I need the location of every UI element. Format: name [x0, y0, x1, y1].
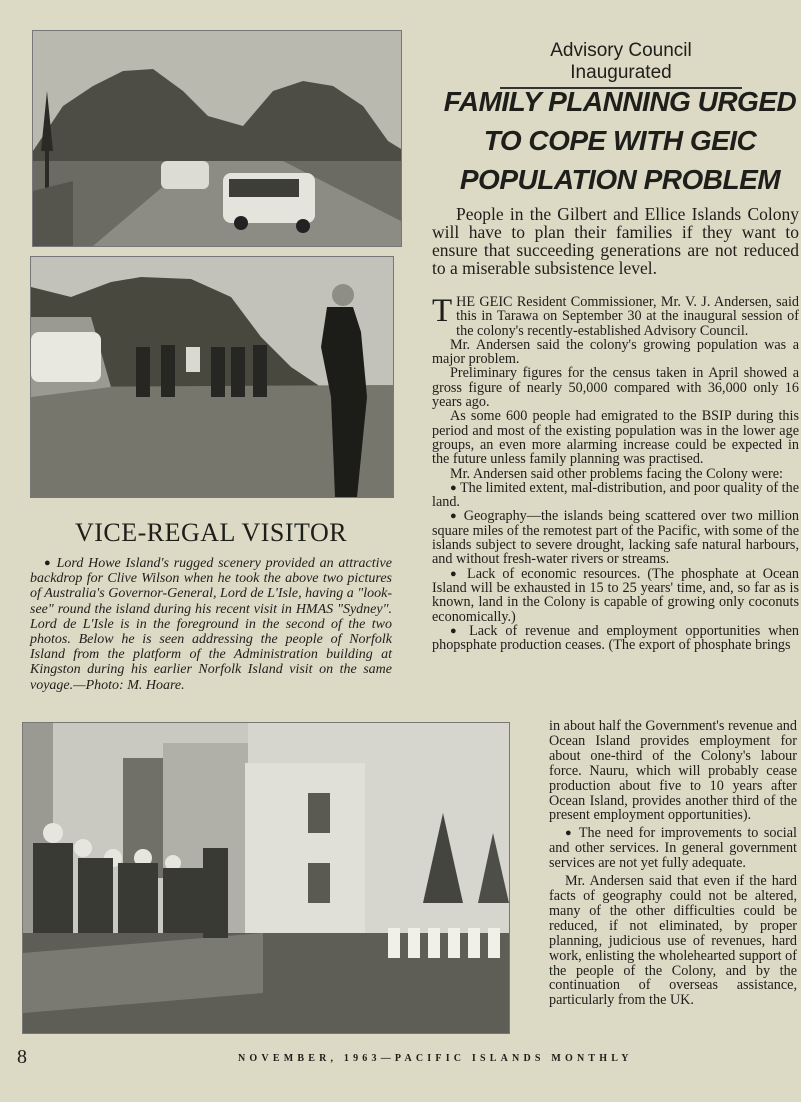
photo-governor-group: [30, 256, 394, 498]
bullet-icon: ●: [450, 481, 457, 494]
kicker: Advisory Council Inaugurated: [500, 40, 742, 89]
headline-line: FAMILY PLANNING URGED: [443, 86, 797, 117]
bullet-item: ● Lack of revenue and employment opportunities when phopsphate production ceases. (The export of phosphate brings: [432, 622, 799, 654]
bullet-item: ● The need for improvements to social and other services. In general government services are not yet fully adequate.: [549, 825, 797, 872]
article-paragraph: in about half the Government's revenue and Ocean Island provides employment for about one-third of the Colony's labour force. Nauru, which will probably cease production about five to 10 years after Ocean Island, provides another third of the present employment opportunities).: [549, 718, 797, 824]
bullet-icon: ●: [44, 557, 52, 569]
article-paragraph: Mr. Andersen said the colony's growing population was a major problem.: [432, 336, 799, 368]
bullet-icon: ●: [450, 567, 461, 580]
article-paragraph: Mr. Andersen said that even if the hard facts of geography could not be altered, many of the other difficulties could be reduced, if not eliminated, by proper planning, judicious use of revenues, hard work, enlisting the wholehearted support of the people of the Colony, and by the continuation of overseas assistance, particularly from the UK.: [549, 873, 797, 1009]
page-number: 8: [17, 1046, 27, 1068]
article-paragraph: Preliminary figures for the census taken in April showed a gross figure of nearly 50,000 compared with 36,000 only 16 years ago.: [432, 365, 799, 411]
sidebar-title: VICE-REGAL VISITOR: [74, 518, 348, 547]
bullet-item: ● The limited extent, mal-distribution, and poor quality of the land.: [432, 479, 799, 511]
headline: [440, 82, 800, 199]
photo-norfolk-building: [22, 722, 510, 1034]
article-continued: [549, 719, 797, 1011]
article-paragraph: THE GEIC Resident Commissioner, Mr. V. J. Andersen, said this in Tarawa on September 30 at the inaugural session of the colony's recently-established Advisory Council.: [432, 293, 799, 339]
article-body: [432, 295, 799, 652]
bullet-item: ● Lack of economic resources. (The phosphate at Ocean Island will be exhausted in 15 to 25 years' time, and, so far as is known, land in the Colony is capable of growing only coconuts economically.): [432, 565, 799, 625]
bullet-icon: ●: [450, 510, 459, 523]
drop-cap: T: [432, 293, 453, 329]
bullet-icon: ●: [565, 827, 574, 840]
article-paragraph: Mr. Andersen said other problems facing the Colony were:: [450, 465, 783, 482]
lead-paragraph: People in the Gilbert and Ellice Islands Colony will have to plan their families if they want to ensure that succeeding generations are not reduced to a miserable subsistence level.: [432, 204, 799, 278]
article-paragraph: As some 600 people had emigrated to the BSIP during this period and most of the existing population was in the lower age groups, an even more alarming increase could be expected in the future unless family planning was practised.: [432, 408, 799, 468]
photo-road-cars: [32, 30, 402, 247]
photo-caption: ● Lord Howe Island's rugged scenery provided an attractive backdrop for Clive Wilson when he took the above two pictures of Australia's Governor-General, Lord de L'Isle, having a "look-see" round the island during his recent visit in HMAS "Sydney". Lord de L'Isle is in the foreground in the second of the two photos. Below he is seen addressing the people of Norfolk Island from the platform of the Administration building at Kingston during his earlier Norfolk Island visit on the same voyage.—Photo: M. Hoare.: [30, 556, 392, 693]
running-head: NOVEMBER, 1963—PACIFIC ISLANDS MONTHLY: [238, 1053, 633, 1064]
headline-line: TO COPE WITH GEIC: [483, 125, 757, 156]
bullet-item: ● Geography—the islands being scattered over two million square miles of the remotest part of the Pacific, with some of the islands subject to severe drought, lacking safe natural harbours, and without fresh-water rivers or streams.: [432, 508, 799, 568]
bullet-icon: ●: [450, 624, 462, 637]
headline-line: POPULATION PROBLEM: [459, 164, 781, 195]
